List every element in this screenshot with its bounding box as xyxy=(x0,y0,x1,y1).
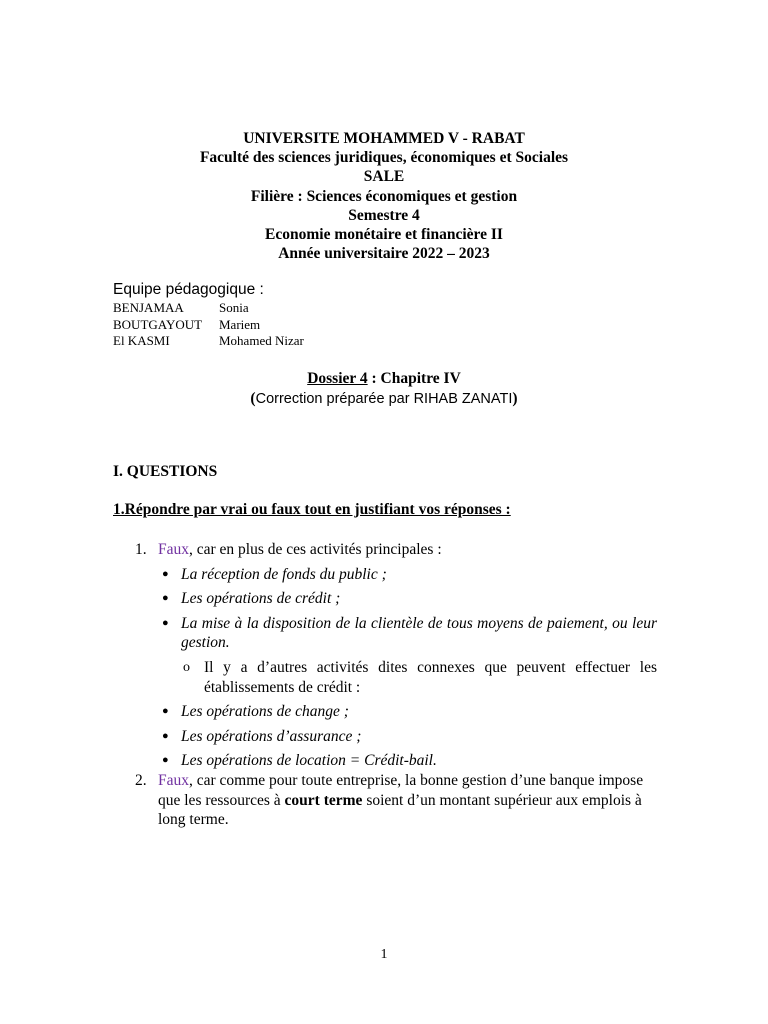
answer-number: 1. xyxy=(135,541,147,558)
team-list xyxy=(113,300,304,350)
city: SALE xyxy=(363,168,405,186)
team-member xyxy=(113,317,304,334)
dossier-title: Dossier 4 xyxy=(307,370,368,387)
page-number: 1 xyxy=(380,947,388,962)
academic-year: Année universitaire 2022 – 2023 xyxy=(278,245,490,263)
question-heading: 1.Répondre par vrai ou faux tout en justifiant vos réponses : xyxy=(113,501,511,518)
correction-credit: Correction préparée par RIHAB ZANATI xyxy=(255,390,513,407)
sub-note: o Il y a d’autres activités dites connexes que peuvent effectuer les établissements de crédit : xyxy=(183,658,657,696)
list-item: ● La réception de fonds du public ; xyxy=(162,565,387,583)
course-title: Economie monétaire et financière II xyxy=(265,226,503,244)
answer-verdict: Faux xyxy=(158,541,189,558)
dossier-heading xyxy=(0,369,768,409)
member-last-name: El KASMI xyxy=(113,333,170,348)
bullet-icon: ● xyxy=(162,729,169,742)
open-paren: ( xyxy=(250,389,256,407)
answer-text: , car en plus de ces activités principales : xyxy=(189,541,442,558)
program: Filière : Sciences économiques et gestion xyxy=(250,187,518,205)
list-item: ● Les opérations de crédit ; xyxy=(162,590,341,608)
team-title: Equipe pédagogique : xyxy=(113,281,264,298)
close-paren: ) xyxy=(512,389,518,407)
answer-item: 2. Faux, car comme pour toute entreprise, la bonne gestion d’une banque impose que les ressources à court terme soient d’un montant supérieur aux emplois à long terme. xyxy=(135,771,644,829)
member-first-name: Mariem xyxy=(219,316,261,332)
bullet-icon: ● xyxy=(162,705,169,718)
list-item: ● Les opérations de location = Crédit-bail. xyxy=(162,752,437,770)
section-title: I. QUESTIONS xyxy=(113,463,218,480)
bullet-icon: ● xyxy=(162,754,169,767)
answer-list xyxy=(135,540,657,830)
list-item: ● Les opérations de change ; xyxy=(162,703,349,721)
list-item: ● La mise à la disposition de la clientèle de tous moyens de paiement, ou leur gestion. xyxy=(162,614,657,652)
bullet-icon: ● xyxy=(162,616,169,629)
member-last-name: BOUTGAYOUT xyxy=(113,316,203,332)
team-member xyxy=(113,300,304,317)
bullet-icon: ● xyxy=(162,592,169,605)
university-name: UNIVERSITE MOHAMMED V - RABAT xyxy=(243,130,525,147)
member-first-name: Mohamed Nizar xyxy=(219,333,304,348)
semester: Semestre 4 xyxy=(348,206,420,224)
main-activities-list xyxy=(135,565,657,653)
document-header xyxy=(0,129,768,263)
emphasis: court terme xyxy=(284,791,363,809)
list-item: ● Les opérations d’assurance ; xyxy=(162,727,362,745)
connexe-activities-list xyxy=(135,702,657,771)
answer-verdict: Faux xyxy=(158,771,189,789)
bullet-icon: ● xyxy=(162,567,169,580)
faculty-name: Faculté des sciences juridiques, économiques et Sociales xyxy=(199,149,569,167)
team-member xyxy=(113,333,304,350)
answer-number: 2. xyxy=(135,771,147,789)
dossier-chapter: : Chapitre IV xyxy=(367,370,461,387)
member-first-name: Sonia xyxy=(219,300,249,315)
circle-bullet-icon: o xyxy=(183,659,190,675)
answer-item xyxy=(135,540,657,560)
member-last-name: BENJAMAA xyxy=(113,300,184,315)
